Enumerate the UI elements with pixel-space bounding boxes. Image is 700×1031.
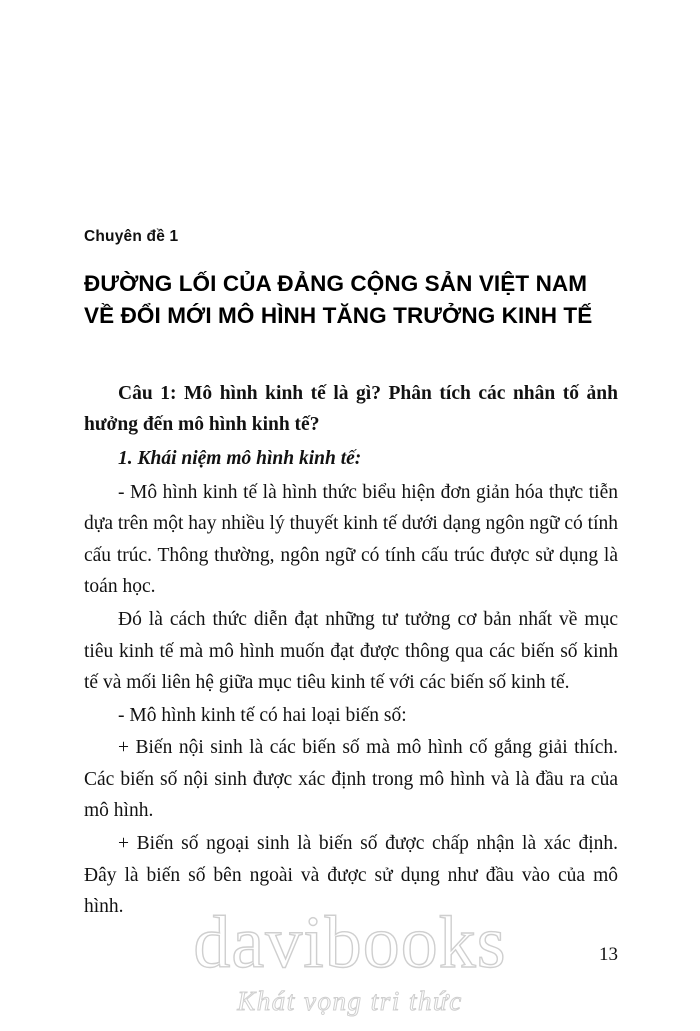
body-text — [84, 378, 618, 923]
watermark-main-text: davibooks — [193, 902, 507, 984]
subsection-heading: 1. Khái niệm mô hình kinh tế: — [118, 448, 362, 470]
page-title — [84, 268, 618, 332]
page-number: 13 — [599, 944, 618, 965]
page-title-line-2: VỀ ĐỔI MỚI MÔ HÌNH TĂNG TRƯỞNG KINH TẾ — [84, 302, 593, 328]
paragraph-5: + Biến số ngoại sinh là biến số được chấp nhận là xác định. Đây là biến số bên ngoài và được sử dụng như đầu vào của mô hình. — [84, 832, 618, 918]
paragraph-2: Đó là cách thức diễn đạt những tư tưởng cơ bản nhất về mục tiêu kinh tế mà mô hình muốn đạt được thông qua các biến số kinh tế và mối liên hệ giữa mục tiêu kinh tế với các biến số kinh tế. — [84, 608, 618, 694]
page-content — [84, 228, 618, 924]
page-title-line-1: ĐƯỜNG LỐI CỦA ĐẢNG CỘNG SẢN VIỆT NAM — [84, 271, 588, 296]
watermark-sub-text: Khát vọng tri thức — [237, 986, 463, 1017]
paragraph-1: - Mô hình kinh tế là hình thức biểu hiện đơn giản hóa thực tiễn dựa trên một hay nhiều lý thuyết kinh tế dưới dạng ngôn ngữ có tính cấu trúc. Thông thường, ngôn ngữ có tính cấu trúc được sử dụng là toán học. — [84, 481, 618, 598]
watermark — [0, 902, 700, 1017]
section-label: Chuyên đề 1 — [84, 228, 179, 245]
question-heading: Câu 1: Mô hình kinh tế là gì? Phân tích các nhân tố ảnh hưởng đến mô hình kinh tế? — [84, 382, 618, 436]
paragraph-3: - Mô hình kinh tế có hai loại biến số: — [118, 704, 407, 726]
paragraph-4: + Biến nội sinh là các biến số mà mô hình cố gắng giải thích. Các biến số nội sinh được xác định trong mô hình và là đầu ra của mô hình. — [84, 737, 618, 822]
